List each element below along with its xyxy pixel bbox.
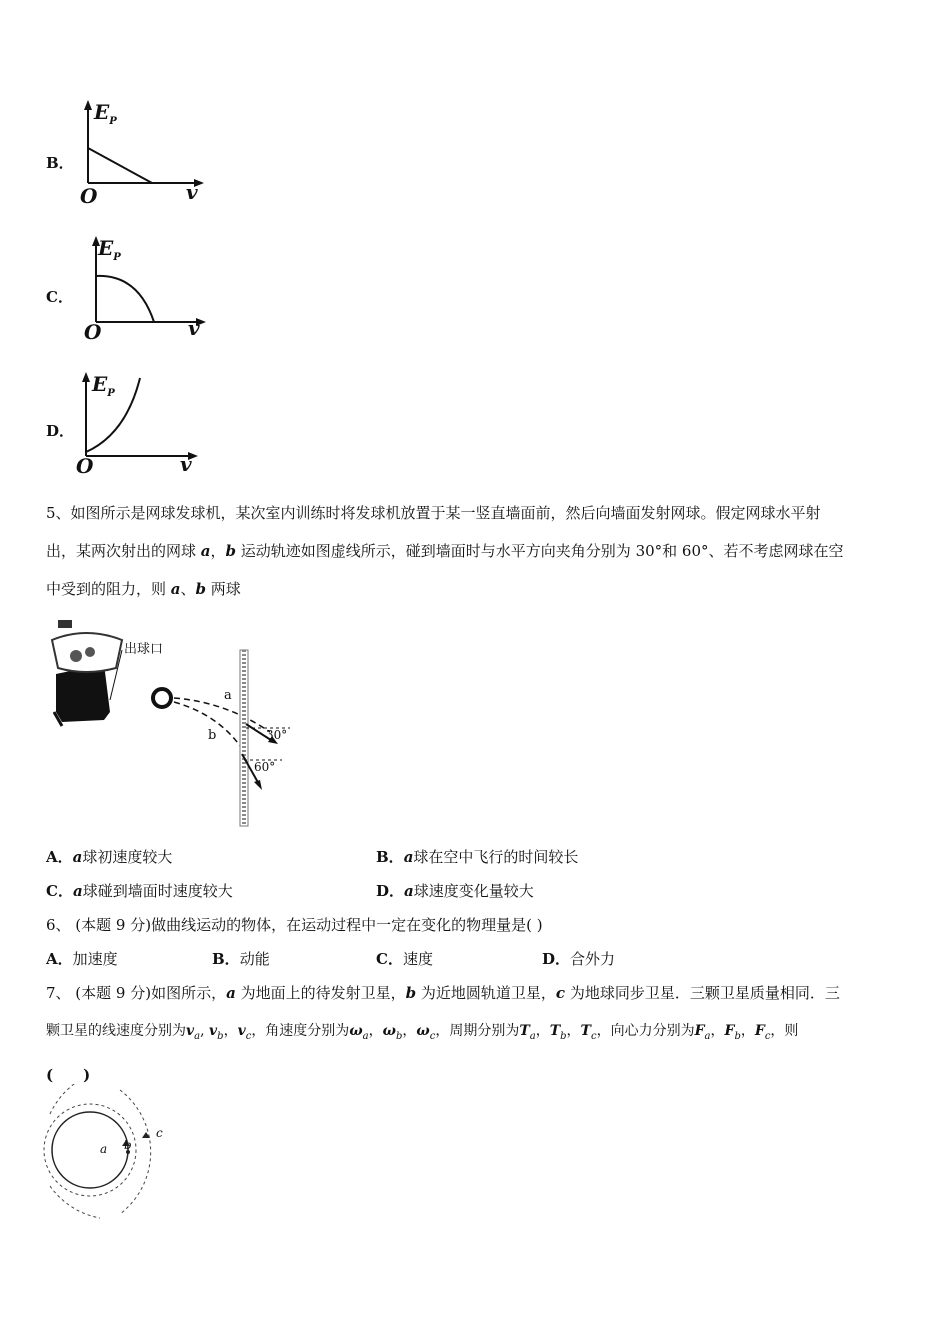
graph-d-xlabel: v [180, 452, 192, 476]
path-a-label: a [224, 688, 232, 703]
option-b-label: B． [46, 154, 74, 172]
orbit-label-a: a [100, 1142, 108, 1156]
path-b-label: b [208, 728, 217, 743]
q6-option-a[interactable]: A．加速度 [46, 950, 118, 968]
outlet-label: 出球口 [124, 642, 164, 657]
option-c-label: C． [46, 288, 73, 306]
graph-d-ylabel: $E_P$ [92, 372, 115, 399]
q5-line-2: 出，某两次射出的网球 a，b 运动轨迹如图虚线所示，碰到墙面时与水平方向夹角分别为 30°和 60°、若不考虑网球在空 [46, 542, 844, 560]
q5-line-1: 5、如图所示是网球发球机，某次室内训练时将发球机放置于某一竖直墙面前，然后向墙面发射网球。假定网球水平射 [46, 504, 821, 522]
q5-option-d[interactable]: D．a球速度变化量较大 [376, 882, 534, 900]
angle-60-label: 60° [254, 760, 276, 774]
option-d-label: D． [46, 422, 75, 440]
graph-b-ylabel: $E_P$ [94, 100, 117, 127]
orbit-label-b: b [124, 1138, 132, 1152]
q7-line-2: 颗卫星的线速度分别为$v_a$, $v_b$，$v_c$，角速度分别为$\omega_a$，$\omega_b$，$\omega_c$，周期分别为$T_a$，$T_b$，$T_c$，向心力分别为$F_a$，$F_b$，$F_c$，则 [46, 1023, 799, 1042]
q6-option-b[interactable]: B．动能 [212, 950, 270, 968]
graph-b-xlabel: v [186, 180, 198, 204]
question-6-text: 6、 (本题 9 分)做曲线运动的物体，在运动过程中一定在变化的物理量是( ) [46, 916, 543, 934]
graph-c-xlabel: v [188, 316, 200, 340]
question-7-text [46, 974, 908, 1094]
q5-option-b[interactable]: B．a球在空中飞行的时间较长 [376, 848, 579, 866]
q6-option-d[interactable]: D．合外力 [542, 950, 616, 968]
question-5-text [46, 494, 908, 608]
q7-line-3: ( ) [46, 1065, 91, 1084]
satellite-orbits-figure [40, 1084, 180, 1224]
tennis-machine-figure [46, 616, 306, 830]
q6-option-c[interactable]: C．速度 [376, 950, 433, 968]
graph-c-ylabel: $E_P$ [98, 236, 121, 263]
graph-c-origin: O [84, 320, 102, 344]
q5-option-c[interactable]: C．a球碰到墙面时速度较大 [46, 882, 233, 900]
q5-option-a[interactable]: A．a球初速度较大 [46, 848, 173, 866]
graph-d-origin: O [76, 454, 94, 478]
orbit-label-c: c [156, 1126, 163, 1140]
angle-30-label: 30° [266, 728, 288, 742]
graph-b-origin: O [80, 184, 98, 208]
q5-line-3: 中受到的阻力，则 a、b 两球 [46, 580, 241, 598]
q7-line-1: 7、 (本题 9 分)如图所示，a 为地面上的待发射卫星，b 为近地圆轨道卫星，c 为地球同步卫星．三颗卫星质量相同．三 [46, 984, 840, 1002]
